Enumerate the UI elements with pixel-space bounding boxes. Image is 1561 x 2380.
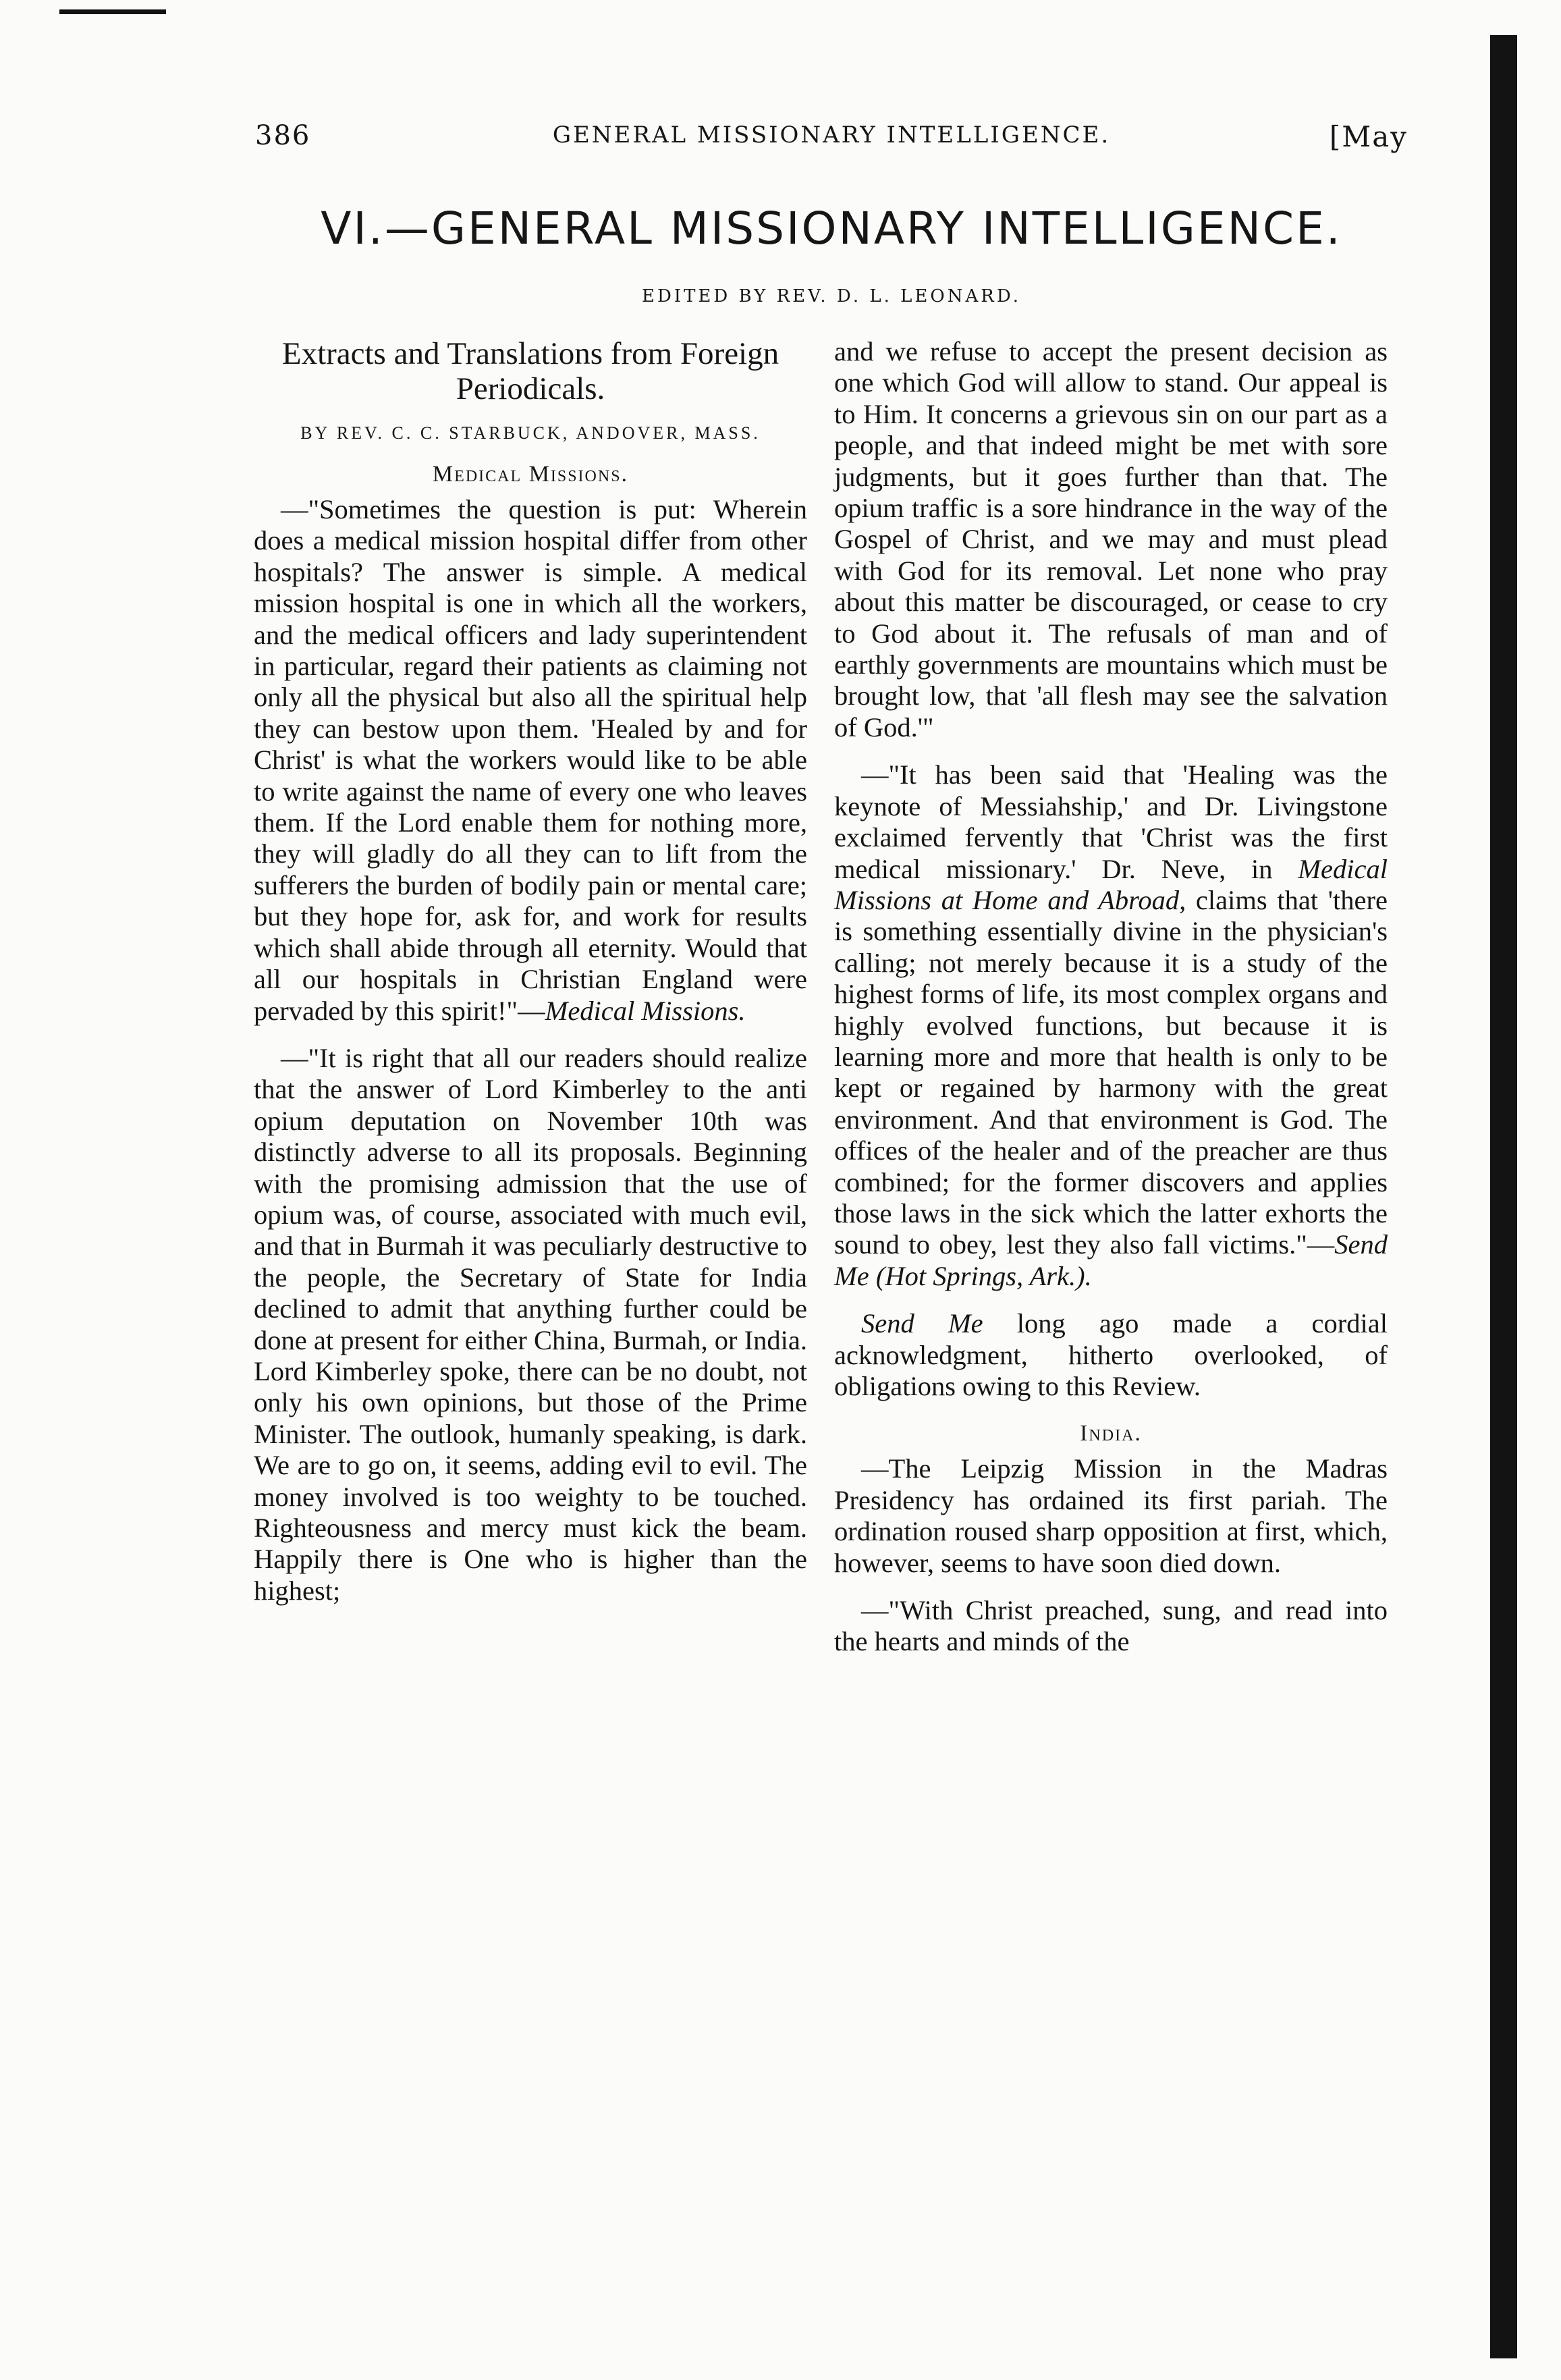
source-citation: Medical Missions.: [545, 995, 746, 1026]
paragraph-leipzig-mission: —The Leipzig Mission in the Madras Presidency has ordained its first pariah. The ordination roused sharp opposition at first, which, however, seems to have soon died down.: [834, 1453, 1388, 1578]
periodical-name: Send Me: [861, 1308, 983, 1339]
paragraph-opium-deputation: —"It is right that all our readers should realize that the answer of Lord Kimberley to the anti opium deputation on November 10th was distinctly adverse to all its proposals. Beginning with the promising admission that the use of opium was, of course, associated with much evil, and that in Burmah it was peculiarly destructive to the people, the Secretary of State for India declined to admit that anything further could be done at present for either China, Burmah, or India. Lord Kimberley spoke, there can be no doubt, not only his own opinions, but those of the Prime Minister. The outlook, humanly speaking, is dark. We are to go on, it seems, adding evil to evil. The money involved is too weighty to be touched. Righteousness and mercy must kick the beam. Happily there is One who is higher than the highest;: [254, 1042, 807, 1606]
paragraph-text: long ago made a cordial acknowledgment, hitherto overlooked, of obligations owing to this Review.: [834, 1308, 1388, 1401]
article-heading: Extracts and Translations from Foreign Periodicals.: [281, 336, 779, 406]
subhead-medical-missions: Medical Missions.: [432, 462, 629, 487]
page-edge-shadow: [1490, 35, 1517, 2358]
paragraph-text: claims that 'there is something essentially divine in the physician's calling; not merely because it is a study of the highest forms of life, its most complex organs and highly evolved functions, but because it is learning more and more that health is only to be kept or regained by harmony with the great environment. And that environment is God. The offices of the healer and of the preacher are thus combined; for the former discovers and applies those laws in the sick which the latter exhorts the sound to obey, lest they also fall victims."—: [834, 884, 1388, 1260]
paragraph-text: —"It has been said that 'Healing was the keynote of Messiahship,' and Dr. Livingstone exclaimed fervently that 'Christ was the first medical missionary.' Dr. Neve, in: [834, 759, 1388, 884]
running-month: [May: [1329, 120, 1408, 153]
section-title: VI.—GENERAL MISSIONARY INTELLIGENCE.: [321, 202, 1342, 254]
paragraph-christ-preached: —"With Christ preached, sung, and read into the hearts and minds of the: [834, 1595, 1388, 1657]
top-rule: [59, 9, 166, 14]
paragraph-text: —"Sometimes the question is put: Wherein does a medical mission hospital differ from other hospitals? The answer is simple. A medical mission hospital is one in which all the workers, and the medical officers and lady superintendent in particular, regard their patients as claiming not only all the physical but also all the spiritual help they can bestow upon them. 'Healed by and for Christ' is what the workers would like to be able to write against the name of every one who leaves them. If the Lord enable them for nothing more, they will gladly do all they can to lift from the sufferers the burden of bodily pain or mental care; but they hope for, ask for, and work for results which shall abide through all eternity. Would that all our hospitals in Christian England were pervaded by this spirit!"—: [254, 494, 807, 1026]
subhead-india: India.: [1080, 1421, 1142, 1446]
page-number: 386: [255, 120, 311, 151]
running-title: GENERAL MISSIONARY INTELLIGENCE.: [552, 121, 1111, 148]
paragraph-opium-continued: and we refuse to accept the present decision as one which God will allow to stand. Our appeal is to Him. It concerns a grievous sin on our part as a people, and that indeed might be met with sore judgments, but it goes further than that. The opium traffic is a sore hindrance in the way of the Gospel of Christ, and we may and must plead with God for its removal. Let none who pray about this matter be discouraged, or cease to cry to God about it. The refusals of man and of earthly governments are mountains which must be brought low, that 'all flesh may see the salvation of God.'": [834, 336, 1388, 742]
paragraph-medical-mission-hospital: [254, 494, 807, 1027]
paragraph-healing-keynote: [834, 759, 1388, 1292]
paragraph-acknowledgment: [834, 1308, 1388, 1402]
editor-line: EDITED BY REV. D. L. LEONARD.: [641, 286, 1021, 306]
article-byline: BY REV. C. C. STARBUCK, ANDOVER, MASS.: [300, 423, 761, 443]
left-column: [254, 336, 807, 1606]
right-column: [834, 336, 1388, 1658]
source-citation: Send Me (Hot Springs, Ark.).: [834, 1229, 1388, 1291]
running-head: [255, 120, 1408, 169]
book-title: Medical Missions at Home and Abroad,: [834, 853, 1388, 915]
